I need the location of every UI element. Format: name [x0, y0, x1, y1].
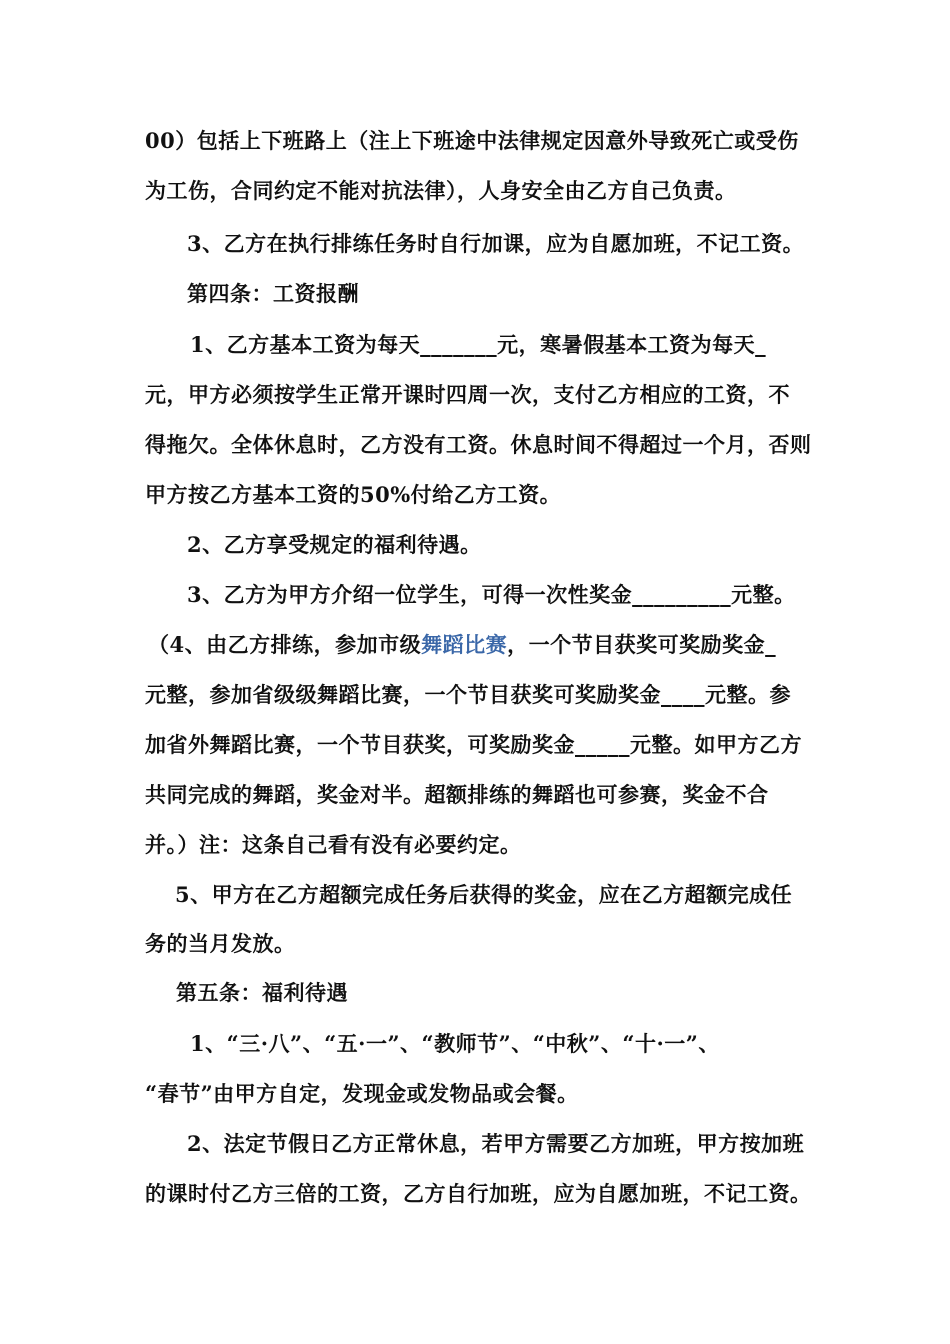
- paragraph-line: 的课时付乙方三倍的工资，乙方自行加班，应为自愿加班，不记工资。: [145, 1181, 812, 1206]
- paragraph-line: 并。）注：这条自己看有没有必要约定。: [145, 832, 522, 857]
- paragraph-text: ，一个节目获奖可奖励奖金_: [507, 632, 777, 657]
- paragraph-line: 3、乙方为甲方介绍一位学生，可得一次性奖金_________元整。: [187, 582, 796, 607]
- paragraph-line: 3、乙方在执行排练任务时自行加课，应为自愿加班，不记工资。: [187, 231, 805, 256]
- paragraph-line: 5、甲方在乙方超额完成任务后获得的奖金，应在乙方超额完成任: [175, 882, 793, 907]
- paragraph-line: 为工伤，合同约定不能对抗法律），人身安全由乙方自己负责。: [145, 178, 737, 203]
- paragraph-text: （4、由乙方排练，参加市级: [148, 632, 422, 657]
- section-heading: 第四条：工资报酬: [187, 281, 359, 306]
- paragraph-line: 得拖欠。全体休息时，乙方没有工资。休息时间不得超过一个月，否则: [145, 432, 812, 457]
- paragraph-line: 2、乙方享受规定的福利待遇。: [187, 532, 482, 557]
- dance-competition-link[interactable]: 舞蹈比赛: [421, 632, 508, 657]
- paragraph-line: 加省外舞蹈比赛，一个节目获奖，可奖励奖金_____元整。如甲方乙方: [145, 732, 802, 757]
- paragraph-line: 2、法定节假日乙方正常休息，若甲方需要乙方加班，甲方按加班: [187, 1131, 805, 1156]
- paragraph-line: 1、“三·八”、“五·一”、“教师节”、“中秋”、“十·一”、: [190, 1031, 720, 1056]
- paragraph-line: 1、乙方基本工资为每天_______元，寒暑假基本工资为每天_: [190, 332, 767, 357]
- paragraph-line: 元，甲方必须按学生正常开课时四周一次，支付乙方相应的工资，不: [145, 382, 790, 407]
- paragraph-line: [148, 630, 776, 660]
- paragraph-line: 元整，参加省级级舞蹈比赛，一个节目获奖可奖励奖金____元整。参: [145, 682, 791, 707]
- paragraph-line: 共同完成的舞蹈，奖金对半。超额排练的舞蹈也可参赛，奖金不合: [145, 782, 769, 807]
- paragraph-line: “春节”由甲方自定，发现金或发物品或会餐。: [145, 1081, 579, 1106]
- paragraph-line: 00）包括上下班路上（注上下班途中法律规定因意外导致死亡或受伤: [145, 128, 799, 153]
- paragraph-line: 务的当月发放。: [145, 931, 296, 956]
- section-heading: 第五条：福利待遇: [176, 980, 348, 1005]
- paragraph-line: 甲方按乙方基本工资的50%付给乙方工资。: [145, 482, 562, 507]
